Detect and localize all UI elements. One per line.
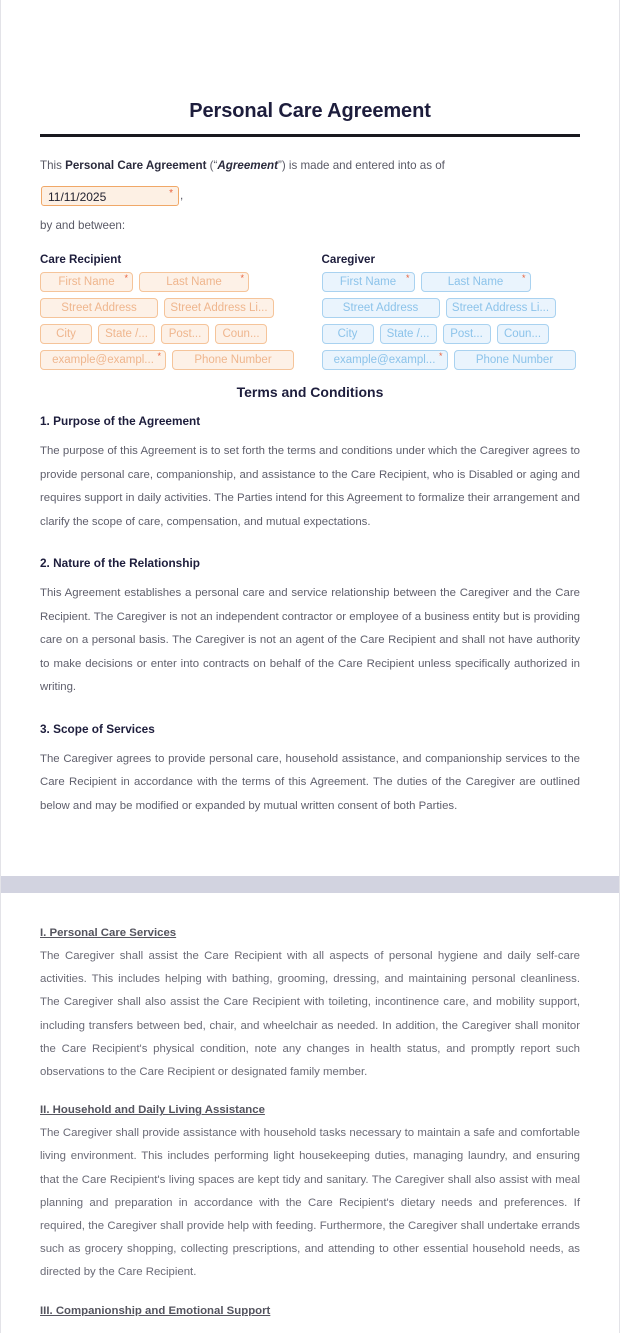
caregiver-last-name-placeholder: Last Name: [447, 276, 504, 288]
party-caregiver: [322, 253, 581, 376]
recipient-last-name-input[interactable]: [139, 272, 249, 292]
caregiver-last-name-input[interactable]: [421, 272, 531, 292]
recipient-state-input[interactable]: State /...: [98, 324, 155, 344]
recipient-email-placeholder: example@exampl...: [52, 354, 154, 366]
section-heading-purpose: 1. Purpose of the Agreement: [40, 414, 201, 428]
agreement-date-field[interactable]: [41, 186, 179, 206]
recipient-phone-input[interactable]: Phone Number: [172, 350, 294, 370]
recipient-postal-code-input[interactable]: Post...: [161, 324, 209, 344]
intro-trailing-text: ,: [180, 189, 184, 202]
caregiver-city-input[interactable]: City: [322, 324, 374, 344]
service-heading-personal-care: I. Personal Care Services: [40, 927, 177, 939]
service-body-personal-care: The Caregiver shall assist the Care Recipient with all aspects of personal hygiene and daily self-care activities. This includes helping with bathing, grooming, dressing, and maintaining personal cleanliness. The Caregiver shall also assist the Care Recipient with toileting, incontinence care, and mobility support, including transfers between bed, chair, and wheelchair as needed. In addition, the Caregiver shall monitor the Care Recipient's physical condition, note any changes in health status, and promptly report such observations to the Care Recipient or designated family member.: [40, 950, 580, 1079]
document-page-2: [0, 893, 620, 1333]
recipient-first-name-input[interactable]: [40, 272, 133, 292]
recipient-last-name-placeholder: Last Name: [166, 276, 222, 288]
city-state-row: [322, 324, 581, 344]
address-row: [322, 298, 581, 318]
recipient-first-name-placeholder: First Name: [58, 276, 115, 288]
contact-row: [322, 350, 581, 370]
page-break-separator: [0, 876, 620, 893]
caregiver-postal-code-input[interactable]: Post...: [443, 324, 491, 344]
contact-row: [40, 350, 299, 370]
service-heading-companionship-clipped: III. Companionship and Emotional Support: [40, 1304, 271, 1316]
name-row: [322, 272, 581, 292]
recipient-city-input[interactable]: City: [40, 324, 92, 344]
intro-second-line: by and between:: [40, 219, 126, 232]
name-row: [40, 272, 299, 292]
intro-bold-term: Personal Care Agreement: [65, 159, 207, 172]
parties-section: [40, 253, 580, 376]
section-body-nature: This Agreement establishes a personal care and service relationship between the Caregiver and the Care Recipient. The Caregiver is not an independent contractor or employee of a business entity but is providing care on a personal basis. The Caregiver is not an agent of the Care Recipient and shall not have authority to make decisions or enter into contracts on behalf of the Care Recipient unless specifically authorized in writing.: [40, 587, 580, 693]
party-heading-care-recipient: Care Recipient: [40, 253, 122, 266]
required-asterisk-icon: *: [438, 351, 443, 361]
required-asterisk-icon: *: [405, 273, 410, 283]
section-heading-scope: 3. Scope of Services: [40, 721, 155, 736]
required-asterisk-icon: *: [124, 273, 128, 283]
caregiver-first-name-input[interactable]: [322, 272, 415, 292]
caregiver-country-input[interactable]: Coun...: [497, 324, 549, 344]
caregiver-email-input[interactable]: [322, 350, 448, 370]
required-asterisk-icon: *: [157, 351, 161, 361]
title-divider: [40, 134, 580, 137]
recipient-email-input[interactable]: [40, 350, 166, 370]
caregiver-state-input[interactable]: State /...: [380, 324, 437, 344]
page-title: Personal Care Agreement: [189, 100, 431, 122]
caregiver-phone-input[interactable]: Phone Number: [454, 350, 576, 370]
intro-italic-term: Agreement: [217, 159, 278, 172]
recipient-street-address-input[interactable]: Street Address: [40, 298, 158, 318]
address-row: [40, 298, 299, 318]
intro-paragraph: [40, 151, 580, 241]
caregiver-street-address-input[interactable]: Street Address: [322, 298, 440, 318]
required-asterisk-icon: *: [169, 187, 173, 199]
required-asterisk-icon: *: [240, 273, 244, 283]
agreement-date-value: 11/11/2025: [48, 189, 107, 204]
intro-quote-open: (“: [206, 159, 218, 172]
terms-heading: Terms and Conditions: [236, 384, 384, 400]
section-heading-nature: 2. Nature of the Relationship: [40, 556, 200, 570]
recipient-country-input[interactable]: Coun...: [215, 324, 267, 344]
intro-lead-text: This: [40, 159, 66, 172]
section-body-purpose: The purpose of this Agreement is to set forth the terms and conditions under which the Caregiver agrees to provide personal care, companionship, and assistance to the Care Recipient, who is Disabled or aging and requires support in daily activities. The Parties intend for this Agreement to formalize their arrangement and clarify the scope of care, compensation, and mutual expectations.: [40, 445, 580, 528]
party-care-recipient: [40, 253, 299, 376]
caregiver-email-placeholder: example@exampl...: [333, 354, 436, 366]
recipient-street-address-2-input[interactable]: Street Address Li...: [164, 298, 274, 318]
service-body-household: The Caregiver shall provide assistance with household tasks necessary to maintain a safe and comfortable living environment. This includes performing light housekeeping duties, managing laundry, and ensuring that the Care Recipient's living spaces are kept tidy and sanitary. The Caregiver shall also assist with meal planning and preparation in accordance with the Care Recipient's dietary needs and preferences. If required, the Caregiver shall provide help with feeding. Furthermore, the Caregiver shall undertake errands such as grocery shopping, collecting prescriptions, and attending to other essential household needs, as directed by the Care Recipient.: [40, 1127, 580, 1279]
intro-quote-close: ”) is made and entered into as of: [277, 159, 445, 172]
service-heading-household: II. Household and Daily Living Assistance: [40, 1104, 265, 1117]
caregiver-first-name-placeholder: First Name: [339, 276, 397, 288]
party-heading-caregiver: Caregiver: [321, 253, 375, 266]
required-asterisk-icon: *: [521, 273, 526, 283]
caregiver-street-address-2-input[interactable]: Street Address Li...: [446, 298, 556, 318]
section-body-scope: The Caregiver agrees to provide personal care, household assistance, and companionship services to the Care Recipient in accordance with the terms of this Agreement. The duties of the Caregiver are outlined below and may be modified or expanded by mutual written consent of both Parties.: [40, 752, 580, 812]
city-state-row: [40, 324, 299, 344]
